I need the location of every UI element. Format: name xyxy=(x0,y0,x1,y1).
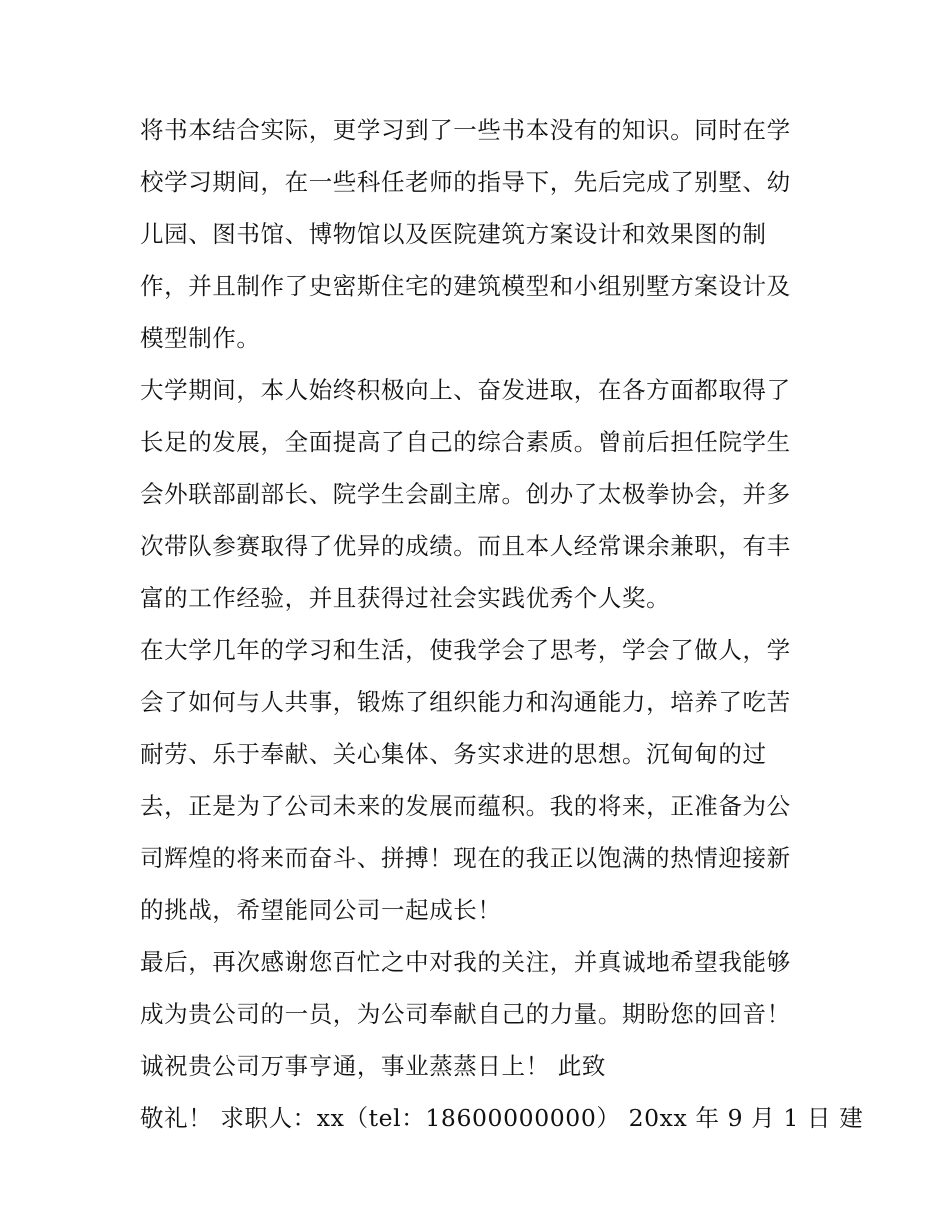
text-line-9: 次带队参赛取得了优异的成绩。而且本人经常课余兼职，有丰 xyxy=(140,532,791,560)
text-line-5: 模型制作。 xyxy=(140,324,261,352)
text-line-13: 耐劳、乐于奉献、关心集体、务实求进的思想。沉甸甸的过 xyxy=(140,740,767,768)
text-line-12: 会了如何与人共事，锻炼了组织能力和沟通能力，培养了吃苦 xyxy=(140,688,791,716)
text-line-3: 儿园、图书馆、博物馆以及医院建筑方案设计和效果图的制 xyxy=(140,220,767,248)
text-line-16: 的挑战，希望能同公司一起成长！ xyxy=(140,896,502,924)
text-line-7: 长足的发展，全面提高了自己的综合素质。曾前后担任院学生 xyxy=(140,428,791,456)
text-line-6: 大学期间，本人始终积极向上、奋发进取，在各方面都取得了 xyxy=(140,376,791,404)
text-line-11: 在大学几年的学习和生活，使我学会了思考，学会了做人，学 xyxy=(140,636,791,664)
text-line-20: 敬礼！ 求职人：xx（tel：18600000000） 20xx 年 9 月 1 日 建 xyxy=(140,1104,864,1132)
text-line-14: 去，正是为了公司未来的发展而蕴积。我的将来，正准备为公 xyxy=(140,792,791,820)
text-line-17: 最后，再次感谢您百忙之中对我的关注，并真诚地希望我能够 xyxy=(140,948,791,976)
text-line-2: 校学习期间，在一些科任老师的指导下，先后完成了别墅、幼 xyxy=(140,168,791,196)
text-line-18: 成为贵公司的一员，为公司奉献自己的力量。期盼您的回音！ xyxy=(140,1000,791,1028)
text-line-4: 作，并且制作了史密斯住宅的建筑模型和小组别墅方案设计及 xyxy=(140,272,791,300)
text-line-15: 司辉煌的将来而奋斗、拼搏！现在的我正以饱满的热情迎接新 xyxy=(140,844,791,872)
text-line-8: 会外联部副部长、院学生会副主席。创办了太极拳协会，并多 xyxy=(140,480,791,508)
text-line-10: 富的工作经验，并且获得过社会实践优秀个人奖。 xyxy=(140,584,671,612)
text-line-19: 诚祝贵公司万事亨通，事业蒸蒸日上！ 此致 xyxy=(140,1052,606,1080)
document-body xyxy=(140,104,864,1144)
text-line-1: 将书本结合实际，更学习到了一些书本没有的知识。同时在学 xyxy=(140,116,791,144)
